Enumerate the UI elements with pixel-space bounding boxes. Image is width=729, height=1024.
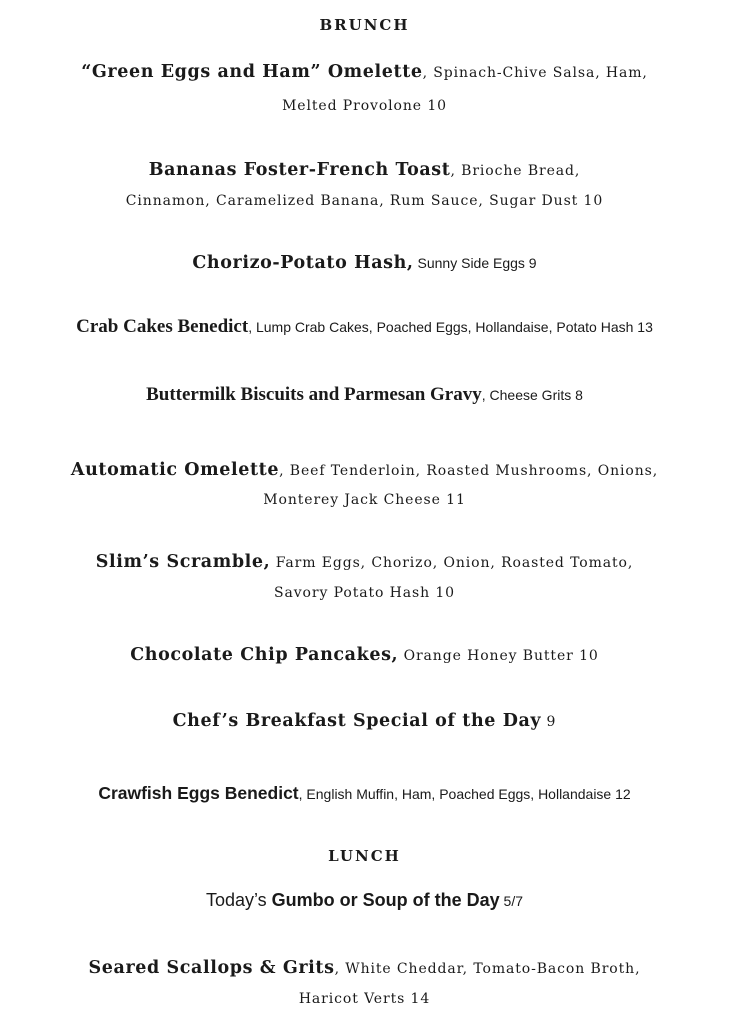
menu-item-bananas-foster-french-toast — [0, 160, 729, 180]
menu-item-slims-scramble — [0, 552, 729, 572]
item-description: , Spinach-Chive Salsa, Ham, — [422, 65, 648, 81]
brunch-heading: BRUNCH — [319, 16, 410, 34]
item-description: Orange Honey Butter 10 — [398, 648, 599, 664]
lunch-heading: LUNCH — [328, 847, 401, 865]
item-description: , Brioche Bread, — [450, 163, 581, 179]
item-description: Sunny Side Eggs 9 — [413, 255, 537, 271]
item-name: “Green Eggs and Ham” Omelette — [81, 62, 423, 82]
item-description-continued: Savory Potato Hash 10 — [273, 585, 455, 601]
item-name: Slim’s Scramble, — [95, 552, 271, 572]
item-description: 5/7 — [499, 893, 524, 909]
item-name: Buttermilk Biscuits and Parmesan Gravy — [146, 384, 482, 405]
menu-item-buttermilk-biscuits — [0, 384, 729, 406]
item-name: Crawfish Eggs Benedict — [98, 783, 299, 803]
item-description-continued: Monterey Jack Cheese 11 — [263, 492, 466, 508]
item-name: Bananas Foster-French Toast — [148, 160, 451, 180]
item-name: Gumbo or Soup of the Day — [271, 890, 500, 910]
menu-item-automatic-omelette — [0, 460, 729, 480]
item-name: Chorizo-Potato Hash, — [192, 253, 414, 273]
menu-item-green-eggs-omelette — [0, 62, 729, 82]
item-name: Automatic Omelette — [70, 460, 280, 480]
menu-item-chefs-breakfast-special — [0, 711, 729, 731]
menu-item-chorizo-potato-hash — [0, 253, 729, 273]
item-name: Chef’s Breakfast Special of the Day — [172, 711, 542, 731]
item-description: , Beef Tenderloin, Roasted Mushrooms, Onions, — [279, 463, 659, 479]
item-prefix: Today’s — [205, 890, 272, 910]
item-description-continued: Cinnamon, Caramelized Banana, Rum Sauce, Sugar Dust 10 — [125, 193, 604, 209]
item-description-continued: Melted Provolone 10 — [282, 98, 447, 114]
item-name: Crab Cakes Benedict — [76, 316, 249, 337]
item-description-continued: Haricot Verts 14 — [298, 991, 431, 1007]
item-description: 9 — [541, 714, 557, 730]
item-description: , White Cheddar, Tomato-Bacon Broth, — [334, 961, 641, 977]
menu-item-crab-cakes-benedict — [0, 316, 729, 338]
item-description: , Lump Crab Cakes, Poached Eggs, Hollandaise, Potato Hash 13 — [248, 319, 653, 335]
menu-item-crawfish-eggs-benedict — [0, 783, 729, 804]
menu-item-gumbo-soup — [0, 890, 729, 911]
item-description: Farm Eggs, Chorizo, Onion, Roasted Tomato, — [270, 555, 634, 571]
item-name: Seared Scallops & Grits — [88, 958, 335, 978]
item-description: , English Muffin, Ham, Poached Eggs, Hollandaise 12 — [298, 786, 631, 802]
menu-item-seared-scallops — [0, 958, 729, 978]
menu-item-chocolate-chip-pancakes — [0, 645, 729, 665]
item-name: Chocolate Chip Pancakes, — [130, 645, 399, 665]
item-description: , Cheese Grits 8 — [481, 387, 583, 403]
